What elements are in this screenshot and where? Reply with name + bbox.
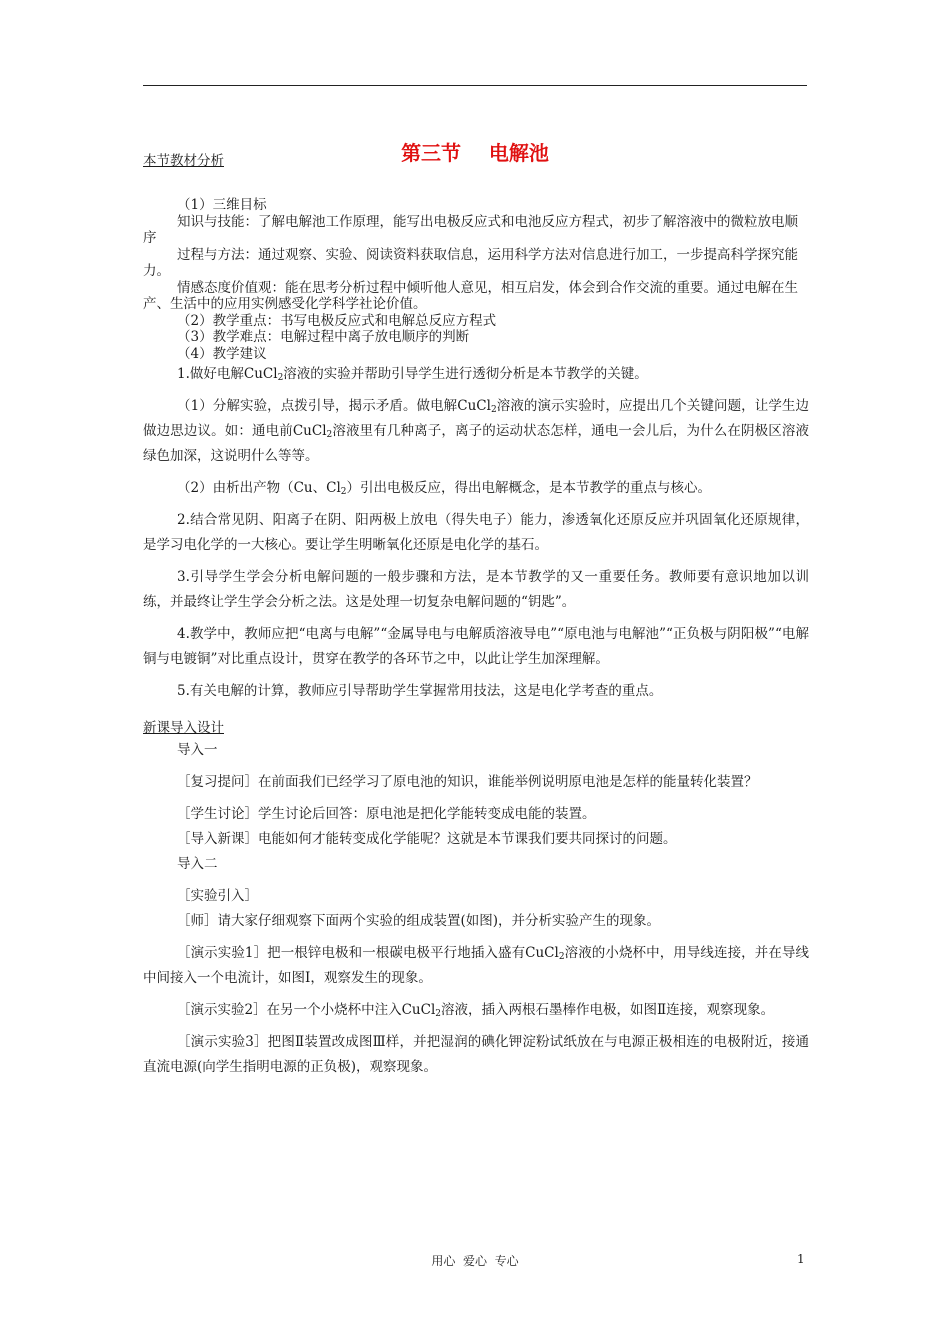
document-body [143,152,809,1087]
suggestion-3: 3.引导学生学会分析电解问题的一般步骤和方法，是本节教学的又一重要任务。教师要有意识地加以训练，并最终让学生学会分析之法。这是处理一切复杂电解问题的“钥匙”。 [143,569,809,610]
footer-text: 用心 爱心 专心 [431,1254,519,1268]
suggestion-2: 2.结合常见阴、阳离子在阴、阳两极上放电（得失电子）能力，渗透氧化还原反应并巩固氧化还原规律，是学习电化学的一大核心。要让学生明晰氧化还原是电化学的基石。 [143,512,809,553]
intro-block [143,738,809,1080]
difficulty: （3）教学难点：电解过程中离子放电顺序的判断 [177,329,470,345]
experiment-intro: ［实验引入］ [177,888,258,904]
suggestion-4: 4.教学中，教师应把“电离与电解”“金属导电与电解质溶液导电”“原电池与电解池”“正负极与阴阳极”“电解铜与电镀铜”对比重点设计，贯穿在教学的各环节之中，以此让学生加深理解。 [143,626,809,667]
page-number: 1 [797,1252,805,1266]
teacher-line: ［师］请大家仔细观察下面两个实验的组成装置(如图)，并分析实验产生的现象。 [177,913,661,929]
section-heading-intro: 新课导入设计 [143,720,224,736]
review-question: ［复习提问］在前面我们已经学习了原电池的知识，谁能举例说明原电池是怎样的能量转化装置？ [177,774,758,790]
goal-knowledge: 知识与技能：了解电解池工作原理，能写出电极反应式和电池反应方程式，初步了解溶液中的微粒放电顺序 [143,213,798,246]
goals-block [143,197,809,362]
header-rule [143,85,807,86]
intro-one-label: 导入一 [177,742,218,758]
suggestion-1-1: （1）分解实验，点拨引导，揭示矛盾。做电解CuCl$_2$溶液的演示实验时，应提出几个关键问题，让学生边做边思边议。如：通电前CuCl$_2$溶液里有几种离子，离子的运动状态怎样，通电一会儿后，为什么在阴极区溶液绿色加深，这说明什么等等。 [143,398,810,464]
page-title: 第三节 电解池 [401,141,549,166]
new-lesson: ［导入新课］电能如何才能转变成化学能呢？这就是本节课我们要共同探讨的问题。 [177,831,677,847]
intro-two-label: 导入二 [177,856,218,872]
demo-experiment-2: ［演示实验2］在另一个小烧杯中注入CuCl$_2$溶液，插入两根石墨棒作电极，如图Ⅱ连接，观察现象。 [177,1002,775,1019]
suggestion-1: 1.做好电解CuCl$_2$溶液的实验并帮助引导学生进行透彻分析是本节教学的关键。 [177,366,648,383]
goal-attitude: 情感态度价值观：能在思考分析过程中倾听他人意见，相互启发，体会到合作交流的重要。通过电解在生产、生活中的应用实例感受化学科学社论价值。 [143,279,798,312]
goal-process: 过程与方法：通过观察、实验、阅读资料获取信息，运用科学方法对信息进行加工，一步提高科学探究能力。 [143,246,798,279]
suggestions-block [143,362,809,704]
goals-heading: （1）三维目标 [177,197,267,213]
suggestion-heading: （4）教学建议 [177,345,267,362]
demo-experiment-3: ［演示实验3］把图Ⅱ装置改成图Ⅲ样，并把湿润的碘化钾淀粉试纸放在与电源正极相连的电极附近，接通直流电源(向学生指明电源的正负极)，观察现象。 [143,1034,809,1075]
suggestion-5: 5.有关电解的计算，教师应引导帮助学生掌握常用技法，这是电化学考查的重点。 [177,683,663,699]
suggestion-1-2: （2）由析出产物（Cu、$Cl_2$）引出电极反应，得出电解概念，是本节教学的重点与核心。 [177,480,711,497]
demo-experiment-1: ［演示实验1］把一根锌电极和一根碳电极平行地插入盛有CuCl$_2$溶液的小烧杯中，用导线连接，并在导线中间接入一个电流计，如图Ⅰ，观察发生的现象。 [143,945,809,986]
student-discussion: ［学生讨论］学生讨论后回答：原电池是把化学能转变成电能的装置。 [177,806,596,822]
key-point: （2）教学重点：书写电极反应式和电解总反应方程式 [177,312,497,329]
section-heading-analysis: 本节教材分析 [143,153,224,169]
